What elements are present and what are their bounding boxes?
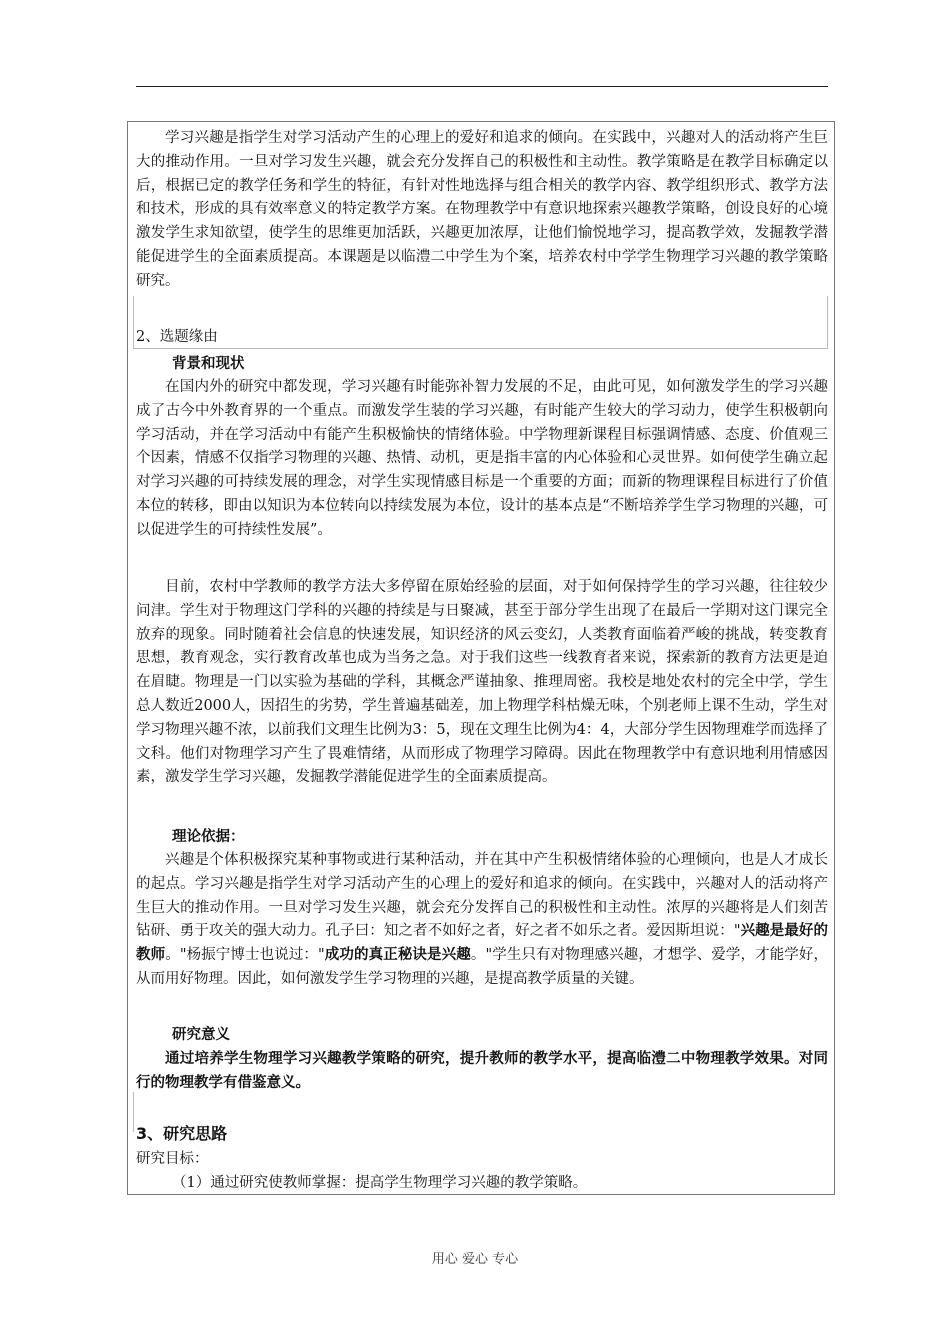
significance-heading: 研究意义 bbox=[172, 1027, 230, 1043]
theory-text-post: 。"学生只有对物理感兴趣，才想学、爱学，才能学好，从而用好物理。因此，如何激发学生学习物理的兴趣，是提高教学质量的关键。 bbox=[136, 947, 829, 987]
background-paragraph-2: 目前，农村中学教师的教学方法大多停留在原始经验的层面，对于如何保持学生的学习兴趣，往往较少问津。学生对于物理这门学科的兴趣的持续是与日聚减，甚至于部分学生出现了在最后一学期对这门课完全放弃的现象。同时随着社会信息的快速发展，知识经济的风云变幻，人类教育面临着严峻的挑战，转变教育思想，教育观念，实行教育改革也成为当务之急。对于我们这些一线教育者来说，探索新的教育方法更是迫在眉睫。物理是一门以实验为基础的学科，其概念严谨抽象、推理周密。我校是地处农村的完全中学，学生总人数近2000人，因招生的劣势，学生普遍基础差，加上物理学科枯燥无味，个别老师上课不生动，学生对学习物理兴趣不浓，以前我们文理生比例为3：5，现在文理生比例为4：4，大部分学生因物理难学而选择了文科。他们对物理学习产生了畏难情绪，从而形成了物理学习障碍。因此在物理教学中有意识地利用情感因素，激发学生学习兴趣，发掘教学潜能促进学生的全面素质提高。 bbox=[136, 579, 828, 786]
yang-quote: 成功的真正秘诀是兴趣 bbox=[324, 947, 471, 964]
section3-cell-border bbox=[133, 1092, 134, 1132]
header-rule bbox=[136, 86, 828, 87]
intro-paragraph: 学习兴趣是指学生对学习活动产生的心理上的爱好和追求的倾向。在实践中，兴趣对人的活动将产生巨大的推动作用。一旦对学习发生兴趣，就会充分发挥自己的积极性和主动性。教学策略是在教学目标确定以后，根据已定的教学任务和学生的特征，有针对性地选择与组合相关的教学内容、教学组织形式、教学方法和技术，形成的具有效率意义的特定教学方案。在物理教学中有意识地探索兴趣教学策略，创设良好的心境激发学生求知欲望，使学生的思维更加活跃，兴趣更加浓厚，让他们愉悦地学习，提高教学效，发掘教学潜能促进学生的全面素质提高。本课题是以临澧二中学生为个案，培养农村中学学生物理学习兴趣的教学策略研究。 bbox=[136, 130, 828, 289]
section2-title: 2、选题缘由 bbox=[136, 329, 218, 345]
section2-cell-border bbox=[133, 296, 828, 349]
page-footer: 用心 爱心 专心 bbox=[431, 1252, 519, 1267]
background-paragraph-1: 在国内外的研究中都发现，学习兴趣有时能弥补智力发展的不足，由此可见，如何激发学生的学习兴趣成了古今中外教育界的一个重点。而激发学生装的学习兴趣，有时能产生较大的学习动力，使学生积极朝向学习活动，并在学习活动中有能产生积极愉快的情绪体验。中学物理新课程目标强调情感、态度、价值观三个因素，情感不仅指学习物理的兴趣、热情、动机，更是指丰富的内心体验和心灵世界。如何使学生确立起对学习兴趣的可持续发展的理念，对学生实现情感目标是一个重要的方面；而新的物理课程目标进行了价值本位的转移，即由以知识为本位转向以持续发展为本位，设计的基本点是“不断培养学生学习物理的兴趣，可以促进学生的可持续性发展”。 bbox=[136, 379, 828, 538]
background-heading: 背景和现状 bbox=[172, 356, 245, 372]
theory-text-pre: 兴趣是个体积极探究某种事物或进行某种活动，并在其中产生积极情绪体验的心理倾向，也是人才成长的起点。学习兴趣是指学生对学习活动产生的心理上的爱好和追求的倾向。在实践中，兴趣对人的活动将产生巨大的推动作用。一旦对学习发生兴趣，就会充分发挥自己的积极性和主动性。浓厚的兴趣将是人们刻苦钻研、勇于攻关的强大动力。孔子曰：知之者不如好之者，好之者不如乐之者。爱因斯坦说：" bbox=[136, 852, 828, 940]
theory-heading: 理论依据： bbox=[172, 829, 245, 845]
goal-label: 研究目标： bbox=[136, 1151, 209, 1167]
goal-item-1: （1）通过研究使教师掌握：提高学生物理学习兴趣的教学策略。 bbox=[172, 1175, 588, 1191]
section3-title: 3、研究思路 bbox=[136, 1124, 228, 1143]
einstein-quote: 兴趣是最好的教师 bbox=[136, 923, 829, 964]
theory-text-mid: 。"杨振宁博士也说过：" bbox=[165, 947, 325, 964]
theory-paragraph bbox=[136, 849, 828, 992]
significance-paragraph: 通过培养学生物理学习兴趣教学策略的研究，提升教师的教学水平，提高临澧二中物理教学效果。对同行的物理教学有借鉴意义。 bbox=[136, 1051, 828, 1091]
